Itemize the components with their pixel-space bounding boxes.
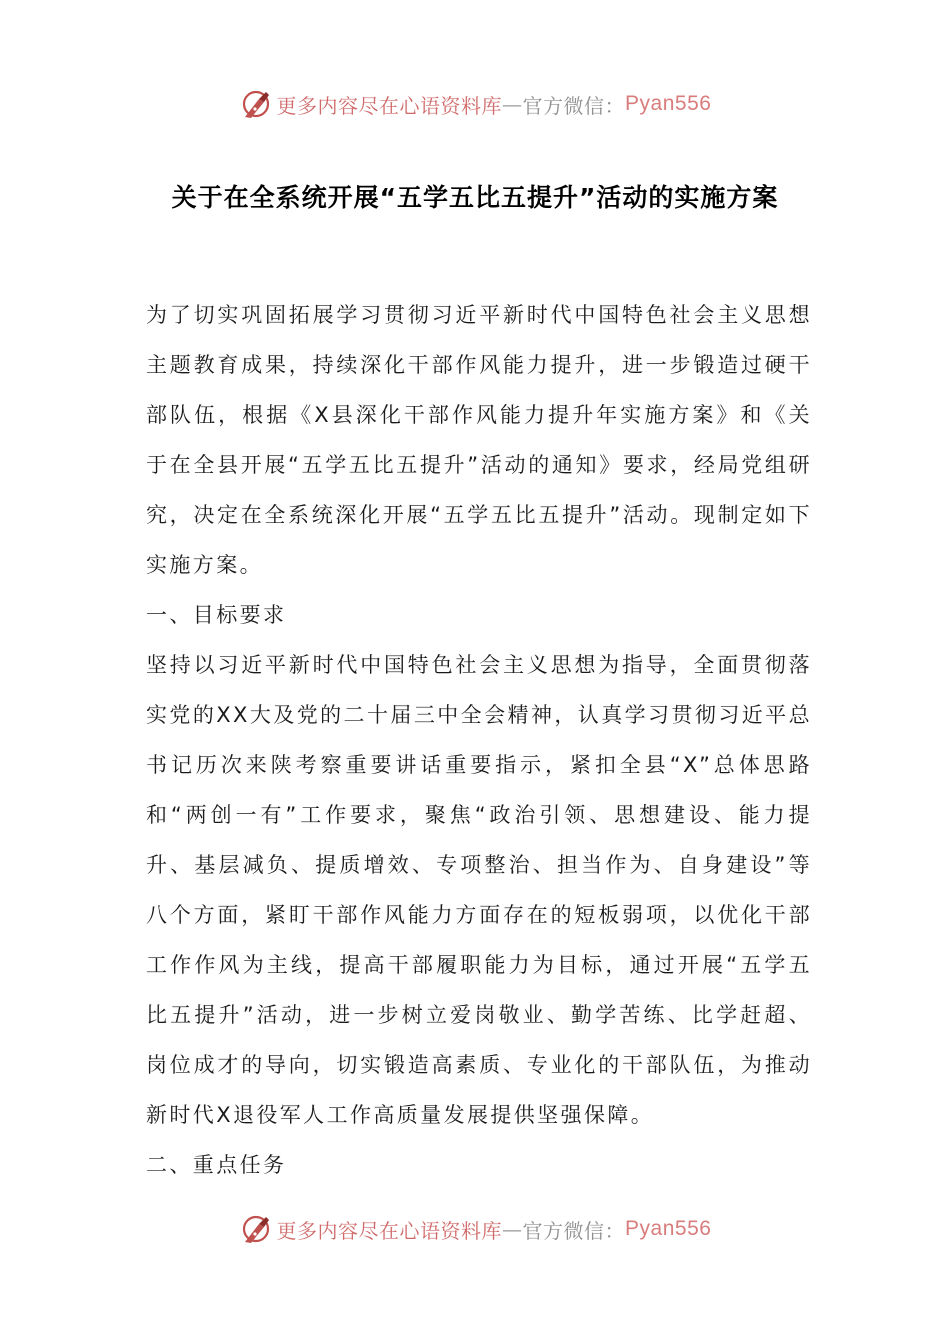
section-heading-goals: 一、目标要求 [146, 603, 287, 627]
goals-paragraph: 坚持以习近平新时代中国特色社会主义思想为指导，全面贯彻落实党的XX大及党的二十届三中全会精神，认真学习贯彻习近平总书记历次来陕考察重要讲话重要指示，紧扣全县“X”总体思路和“两创一有”工作要求，聚焦“政治引领、思想建设、能力提升、基层减负、提质增效、专项整治、担当作为、自身建设”等八个方面，紧盯干部作风能力方面存在的短板弱项，以优化干部工作作风为主线，提高干部履职能力为目标，通过开展“五学五比五提升”活动，进一步树立爱岗敬业、勤学苦练、比学赶超、岗位成才的导向，切实锻造高素质、专业化的干部队伍，为推动新时代X退役军人工作高质量发展提供坚强保障。 [146, 653, 812, 1127]
watermark-main-text: 更多内容尽在心语资料库 [276, 93, 503, 118]
pen-nib-icon [239, 1212, 273, 1246]
section-heading-tasks: 二、重点任务 [146, 1153, 287, 1177]
watermark-wechat-id: Pyan556 [625, 92, 712, 115]
watermark-header [0, 82, 950, 126]
watermark-official-label: 官方微信： [522, 1218, 626, 1243]
watermark-official-label: 官方微信： [522, 93, 626, 118]
document-body [146, 290, 812, 1190]
watermark-main-text: 更多内容尽在心语资料库 [276, 1218, 503, 1243]
watermark-footer [0, 1207, 950, 1251]
watermark-wechat-id: Pyan556 [625, 1217, 712, 1240]
intro-paragraph: 为了切实巩固拓展学习贯彻习近平新时代中国特色社会主义思想主题教育成果，持续深化干部作风能力提升，进一步锻造过硬干部队伍，根据《X县深化干部作风能力提升年实施方案》和《关于在全县开展“五学五比五提升”活动的通知》要求，经局党组研究，决定在全系统深化开展“五学五比五提升”活动。现制定如下实施方案。 [146, 303, 812, 577]
watermark-dash: — [502, 1217, 523, 1241]
watermark-dash: — [502, 92, 523, 116]
pen-nib-icon [239, 87, 273, 121]
document-title: 关于在全系统开展“五学五比五提升”活动的实施方案 [171, 183, 779, 212]
